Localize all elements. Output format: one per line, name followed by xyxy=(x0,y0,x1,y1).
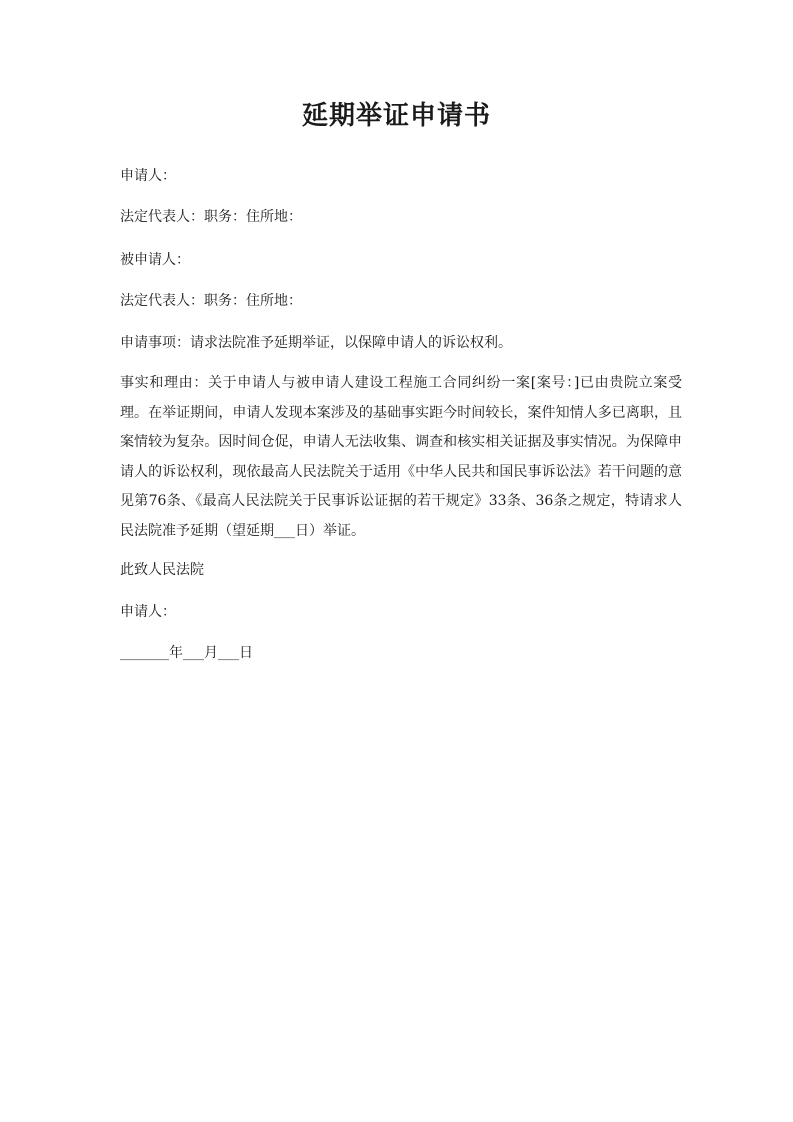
signature-line: 申请人： xyxy=(120,604,176,620)
respondent-line: 被申请人： xyxy=(120,252,190,268)
document-title: 延期举证申请书 xyxy=(301,101,491,131)
application-matter-line: 申请事项：请求法院准予延期举证，以保障申请人的诉讼权利。 xyxy=(120,335,512,351)
date-line: _______年___月___日 xyxy=(120,645,253,661)
applicant-representative-line: 法定代表人：职务：住所地： xyxy=(120,209,302,225)
respondent-representative-line: 法定代表人：职务：住所地： xyxy=(120,293,302,309)
closing-salutation: 此致人民法院 xyxy=(120,562,204,578)
applicant-line: 申请人： xyxy=(120,168,176,184)
facts-and-reasons-paragraph: 事实和理由：关于申请人与被申请人建设工程施工合同纠纷一案[案号：]已由贵院立案受理。在举证期间，申请人发现本案涉及的基础事实距今时间较长，案件知情人多已离职，且案情较为复杂。因时间仓促，申请人无法收集、调查和核实相关证据及事实情况。为保障申请人的诉讼权利，现依最高人民法院关于适用《中华人民共和国民事诉讼法》若干问题的意见第76条、《最高人民法院关于民事诉讼证据的若干规定》33条、36条之规定，特请求人民法院准予延期（望延期___日）举证。 xyxy=(120,375,682,539)
